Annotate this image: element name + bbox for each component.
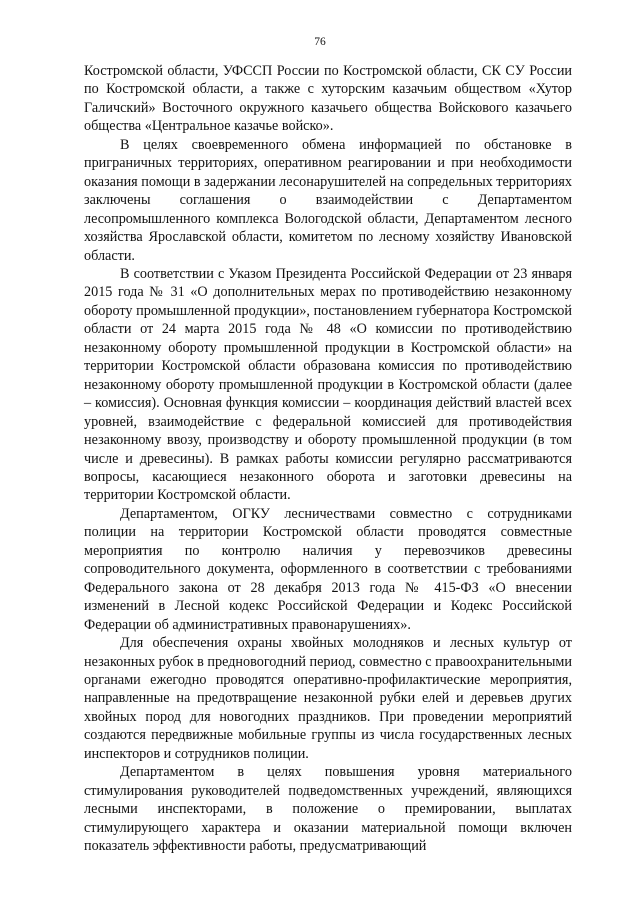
paragraph-border-cooperation: В целях своевременного обмена информацией по обстановке в приграничных территориях, оперативном реагировании и при необходимости оказания помощи в задержании лесонарушителей на сопредельных территориях заключены соглашения о взаимодействии с Департаментом лесопромышленного комплекса Вологодской области, Департаментом лесного хозяйства Ярославской области, комитетом по лесному хозяйству Ивановской области. <box>84 136 572 264</box>
paragraph-joint-inspections: Департаментом, ОГКУ лесничествами совместно с сотрудниками полиции на территории Костромской области проводятся совместные мероприятия по контролю наличия у перевозчиков древесины сопроводительного документа, оформленного в соответствии с требованиями Федерального закона от 28 декабря 2013 года № 415-ФЗ «О внесении изменений в Лесной кодекс Российской Федерации и Кодекс Российской Федерации об административных правонарушениях». <box>84 505 572 633</box>
paragraph-commission: В соответствии с Указом Президента Российской Федерации от 23 января 2015 года № 31 «О дополнительных мерах по противодействию незаконному обороту промышленной продукции», постановлением губернатора Костромской области от 24 марта 2015 года № 48 «О комиссии по противодействию незаконному обороту промышленной продукции в Костромской области» на территории Костромской области образована комиссия по противодействию незаконному обороту промышленной продукции в Костромской области (далее – комиссия). Основная функция комиссии – координация действий властей всех уровней, взаимодействие с федеральной комиссией для противодействия незаконному ввозу, производству и обороту промышленной продукции (в том числе и древесины). В рамках работы комиссии регулярно рассматриваются вопросы, касающиеся незаконного оборота и заготовки древесины на территории Костромской области. <box>84 265 572 504</box>
body-text <box>84 62 572 855</box>
paragraph-incentives: Департаментом в целях повышения уровня материального стимулирования руководителей подведомственных учреждений, являющихся лесными инспекторами, в положение о премировании, выплатах стимулирующего характера и оказании материальной помощи включен показатель эффективности работы, предусматривающий <box>84 764 572 855</box>
paragraph-conifer-protection: Для обеспечения охраны хвойных молодняков и лесных культур от незаконных рубок в предновогодний период, совместно с правоохранительными органами ежегодно проводятся оперативно-профилактические мероприятия, направленные на предотвращение незаконной рубки елей и деревьев других хвойных пород для новогодних праздников. При проведении мероприятий создаются передвижные мобильные группы из числа государственных лесных инспекторов и сотрудников полиции. <box>84 635 572 762</box>
paragraph-continuation: Костромской области, УФССП России по Костромской области, СК СУ России по Костромской области, а также с хуторским казачьим обществом «Хутор Галичский» Восточного окружного казачьего общества Войскового казачьего общества «Центральное казачье войско». <box>84 63 572 135</box>
page-number: 76 <box>314 36 326 48</box>
